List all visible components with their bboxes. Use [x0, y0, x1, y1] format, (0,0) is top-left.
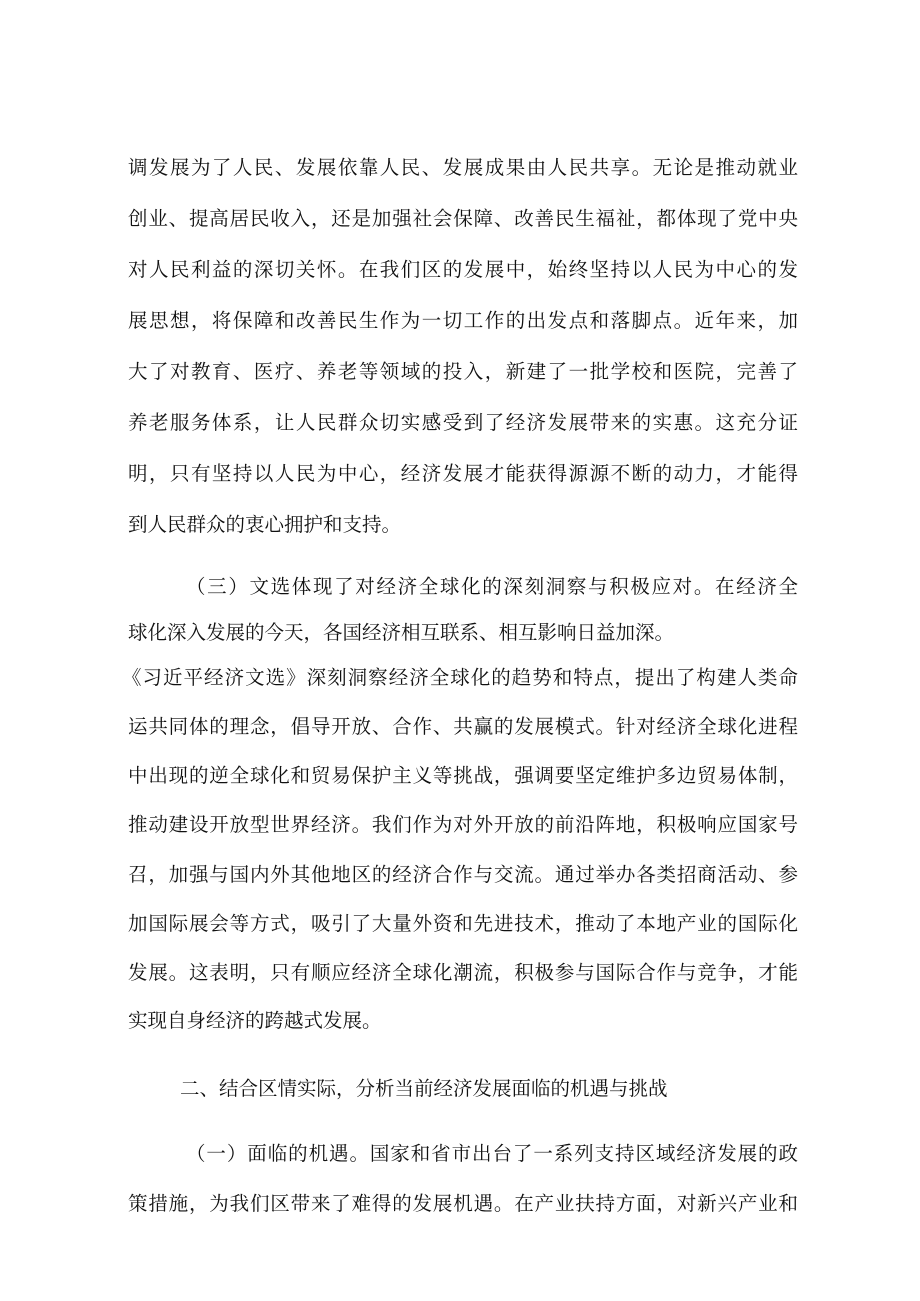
- paragraph-2-line-1: （三）文选体现了对经济全球化的深刻洞察与积极应对。在经济全: [186, 575, 798, 598]
- paragraph-2-line-10: 实现自身经济的跨越式发展。: [128, 1009, 382, 1032]
- paragraph-2-line-5: 中出现的逆全球化和贸易保护主义等挑战，强调要坚定维护多边贸易体制，: [128, 764, 798, 787]
- paragraph-2-line-8: 加国际展会等方式，吸引了大量外资和先进技术，推动了本地产业的国际化: [128, 912, 798, 935]
- paragraph-1-line-4: 展思想，将保障和改善民生作为一切工作的出发点和落脚点。近年来，加: [128, 309, 798, 332]
- paragraph-1-line-2: 创业、提高居民收入，还是加强社会保障、改善民生福祉，都体现了党中央: [128, 207, 798, 230]
- paragraph-2-line-4: 运共同体的理念，倡导开放、合作、共赢的发展模式。针对经济全球化进程: [128, 715, 798, 738]
- paragraph-1-line-8: 到人民群众的衷心拥护和支持。: [128, 513, 402, 536]
- paragraph-1-line-1: 调发展为了人民、发展依靠人民、发展成果由人民共享。无论是推动就业: [128, 156, 798, 179]
- paragraph-1-line-7: 明，只有坚持以人民为中心，经济发展才能获得源源不断的动力，才能得: [128, 462, 798, 485]
- paragraph-3-line-1: （一）面临的机遇。国家和省市出台了一系列支持区域经济发展的政: [186, 1142, 798, 1165]
- paragraph-2-line-7: 召，加强与国内外其他地区的经济合作与交流。通过举办各类招商活动、参: [128, 863, 798, 886]
- section-heading: 二、结合区情实际，分析当前经济发展面临的机遇与挑战: [180, 1077, 668, 1100]
- paragraph-1-line-5: 大了对教育、医疗、养老等领域的投入，新建了一批学校和医院，完善了: [128, 360, 798, 383]
- paragraph-2-line-3: 《习近平经济文选》深刻洞察经济全球化的趋势和特点，提出了构建人类命: [122, 666, 798, 689]
- paragraph-1-line-6: 养老服务体系，让人民群众切实感受到了经济发展带来的实惠。这充分证: [128, 411, 798, 434]
- paragraph-2-line-9: 发展。这表明，只有顺应经济全球化潮流，积极参与国际合作与竞争，才能: [128, 961, 798, 984]
- paragraph-1-line-3: 对人民利益的深切关怀。在我们区的发展中，始终坚持以人民为中心的发: [128, 258, 798, 281]
- paragraph-2-line-2: 球化深入发展的今天，各国经济相互联系、相互影响日益加深。: [128, 621, 675, 644]
- paragraph-2-line-6: 推动建设开放型世界经济。我们作为对外开放的前沿阵地，积极响应国家号: [128, 813, 798, 836]
- paragraph-3-line-2: 策措施，为我们区带来了难得的发展机遇。在产业扶持方面，对新兴产业和: [128, 1192, 798, 1215]
